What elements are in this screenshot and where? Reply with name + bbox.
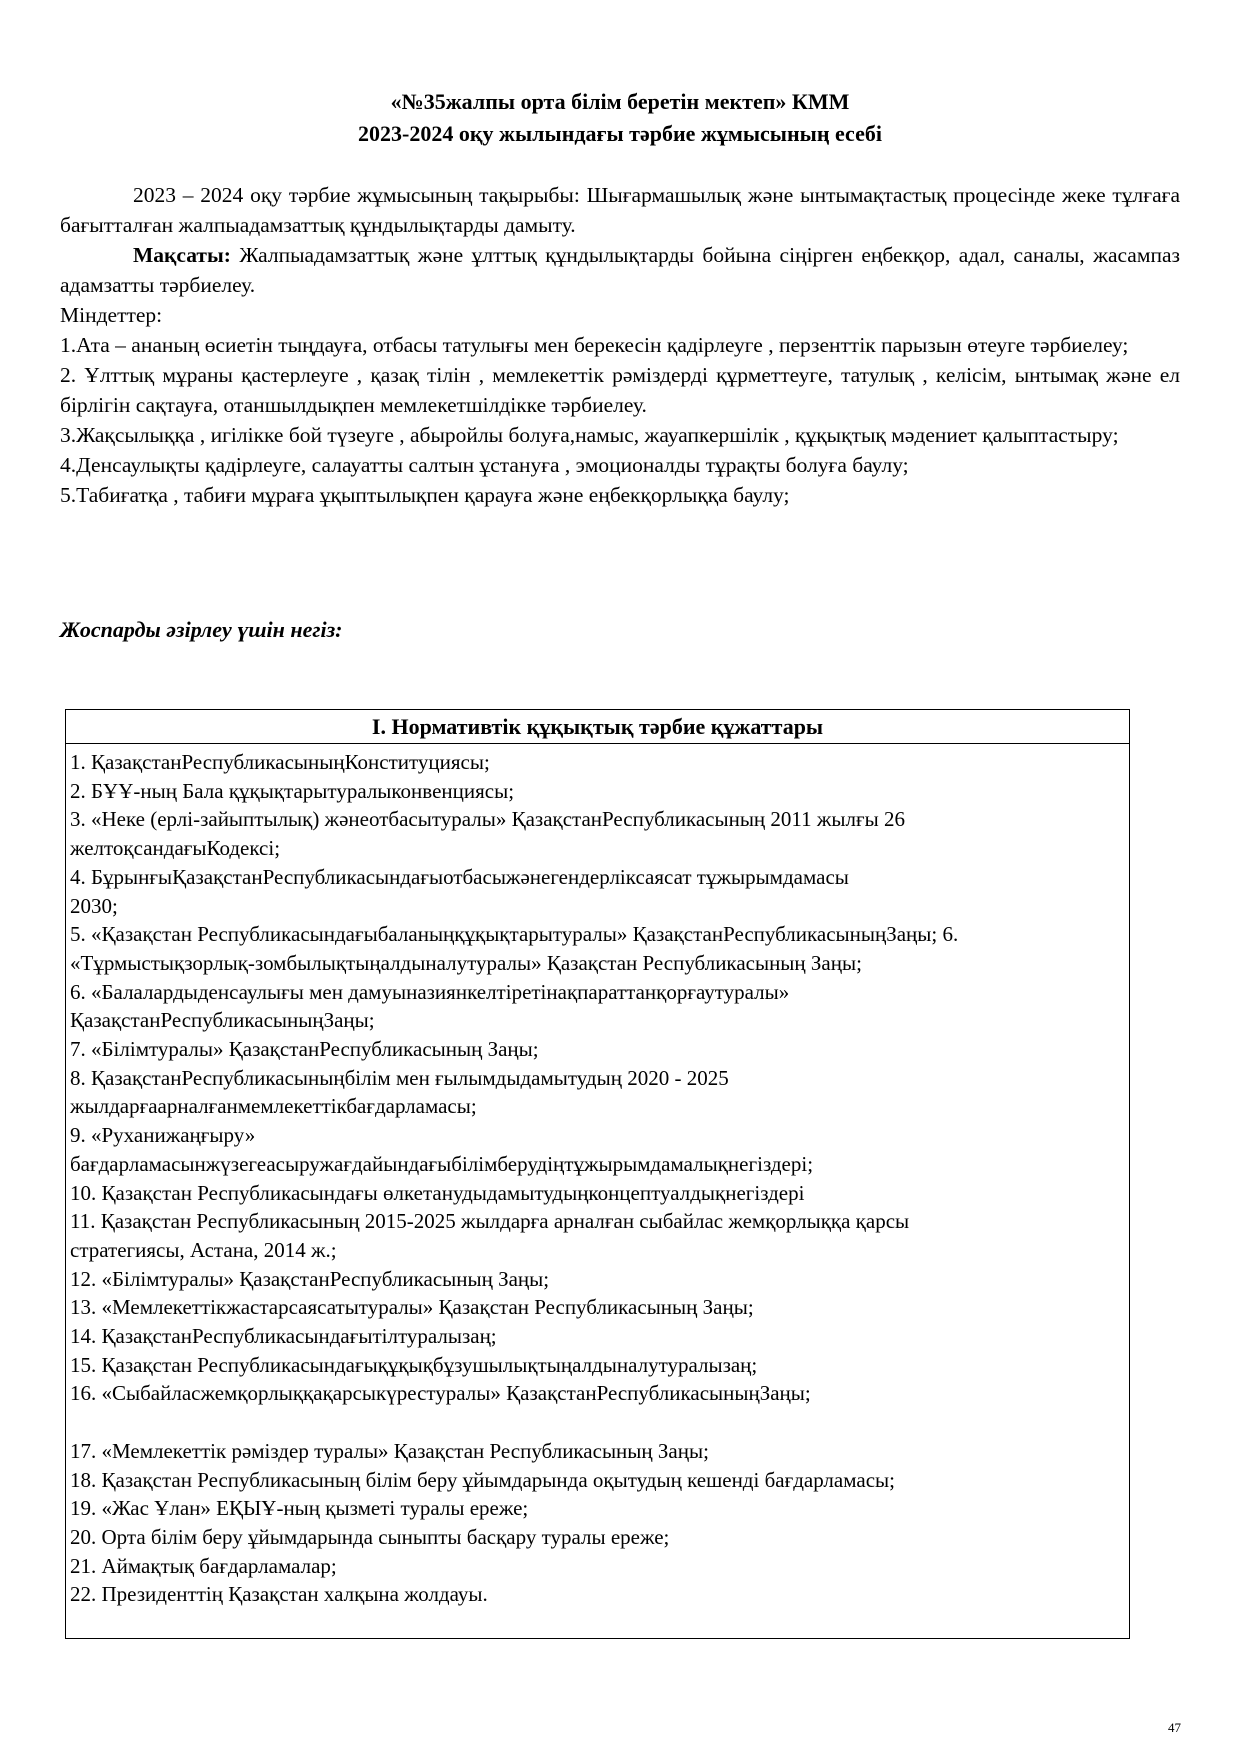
- tasks-label: Міндеттер:: [60, 303, 163, 327]
- task-item: 2. Ұлттық мұраны қастерлеуге , қазақ тілін , мемлекеттік рәміздерді құрметтеуге, татулық , келісім, ынтымақ және ел бірлігін сақтауға, отаншылдықпен мемлекетшілдікке тәрбиелеу.: [60, 363, 1180, 417]
- document-line: 12. «Білімтуралы» ҚазақстанРеспубликасының Заңы;: [70, 1266, 550, 1291]
- document-line: жылдарғаарналғанмемлекеттікбағдарламасы;: [70, 1094, 477, 1119]
- document-line: 6. «Балалардыденсаулығы мен дамуыназиянкелтіретінақпараттанқорғаутуралы»: [70, 979, 790, 1004]
- task-item: 5.Табиғатқа , табиғи мұраға ұқыптылықпен қарауға және еңбекқорлыққа баулу;: [60, 483, 790, 507]
- document-list: [66, 744, 1129, 1609]
- intro-section: [60, 180, 1180, 510]
- document-line: 13. «Мемлекеттікжастарсаясатытуралы» Қазақстан Республикасының Заңы;: [70, 1295, 754, 1320]
- report-title: 2023-2024 оқу жылындағы тәрбие жұмысының есебі: [358, 121, 882, 146]
- school-name: «№35жалпы орта білім беретін мектеп» КММ: [390, 89, 850, 114]
- document-line: 18. Қазақстан Республикасының білім беру ұйымдарында оқытудың кешенді бағдарламасы;: [70, 1467, 895, 1492]
- document-line: 8. ҚазақстанРеспубликасыныңбілім мен ғылымдыдамытудың 2020 - 2025: [70, 1065, 729, 1090]
- document-line: 9. «Руханижаңғыру»: [70, 1123, 256, 1148]
- document-header: [0, 86, 1240, 150]
- theme-paragraph: 2023 – 2024 оқу тәрбие жұмысының тақырыбы: Шығармашылық және ынтымақтастық процесінде жеке тұлғаға бағытталған жалпыадамзаттық құндылықтарды дамыту.: [60, 183, 1180, 237]
- document-line: бағдарламасынжүзегеасыружағдайындағыбілімберудіңтұжырымдамалықнегіздері;: [70, 1151, 814, 1176]
- task-item: 1.Ата – ананың өсиетін тыңдауға, отбасы татулығы мен берекесін қадірлеуге , перзенттік парызын өтеуге тәрбиелеу;: [60, 333, 1129, 357]
- document-line: 4. БұрынғыҚазақстанРеспубликасындағыотбасыжәнегендерліксаясат тұжырымдамасы: [70, 864, 849, 889]
- document-line: 20. Орта білім беру ұйымдарында сыныпты басқару туралы ереже;: [70, 1524, 670, 1549]
- document-line: 7. «Білімтуралы» ҚазақстанРеспубликасының Заңы;: [70, 1037, 539, 1062]
- document-line: 14. ҚазақстанРеспубликасындағытілтуралызаң;: [70, 1324, 497, 1349]
- document-line: ҚазақстанРеспубликасыныңЗаңы;: [70, 1008, 375, 1033]
- goal-paragraph: [60, 240, 1180, 300]
- document-line: 11. Қазақстан Республикасының 2015-2025 жылдарға арналған сыбайлас жемқорлыққа қарсы: [70, 1209, 910, 1234]
- document-line: 2. БҰҰ-ның Бала құқықтарытуралыконвенциясы;: [70, 778, 515, 803]
- document-line: 2030;: [70, 893, 118, 918]
- goal-text: Жалпыадамзаттық және ұлттық құндылықтарды бойына сіңірген еңбекқор, адал, саналы, жасампаз адамзатты тәрбиелеу.: [60, 243, 1180, 297]
- document-line: 16. «Сыбайласжемқорлыққақарсыкүрестуралы» ҚазақстанРеспубликасыныңЗаңы;: [70, 1381, 811, 1406]
- task-item: 4.Денсаулықты қадірлеуге, салауатты салтын ұстануға , эмоционалды тұрақты болуға баулу;: [60, 453, 909, 477]
- document-line: 15. Қазақстан Республикасындағықұқықбұзушылықтыңалдыналутуралызаң;: [70, 1352, 758, 1377]
- document-line: 22. Президенттің Қазақстан халқына жолдауы.: [70, 1582, 488, 1607]
- table-title: I. Нормативтік құқықтық тәрбие құжаттары: [66, 710, 1129, 744]
- goal-label: Мақсаты:: [133, 243, 231, 267]
- page-number: 47: [1168, 1720, 1181, 1735]
- task-item: 3.Жақсылыққа , игілікке бой түзеуге , абыройлы болуға,намыс, жауапкершілік , құқықтық мәдениет қалыптастыру;: [60, 423, 1119, 447]
- document-line: желтоқсандағыКодексі;: [70, 836, 281, 861]
- document-line: 17. «Мемлекеттік рәміздер туралы» Қазақстан Республикасының Заңы;: [70, 1438, 709, 1463]
- plan-heading: Жоспарды әзірлеу үшін негіз:: [60, 617, 343, 642]
- document-line: 19. «Жас Ұлан» ЕҚЫҰ-ның қызметі туралы ереже;: [70, 1496, 529, 1521]
- document-line: 10. Қазақстан Республикасындағы өлкетанудыдамытудыңконцептуалдықнегіздері: [70, 1180, 805, 1205]
- document-line: 1. ҚазақстанРеспубликасыныңКонституциясы;: [70, 750, 490, 774]
- document-line: 5. «Қазақстан Республикасындағыбаланыңқұқықтарытуралы» ҚазақстанРеспубликасыныңЗаңы; 6.: [70, 922, 959, 947]
- document-line: стратегиясы, Астана, 2014 ж.;: [70, 1237, 337, 1262]
- document-line: 3. «Неке (ерлі-зайыптылық) жәнеотбасытуралы» ҚазақстанРеспубликасының 2011 жылғы 26: [70, 807, 905, 832]
- document-line: «Тұрмыстықзорлық-зомбылықтыңалдыналутуралы» Қазақстан Республикасының Заңы;: [70, 950, 862, 975]
- document-line: 21. Аймақтық бағдарламалар;: [70, 1553, 337, 1578]
- normative-documents-table: [65, 709, 1130, 1639]
